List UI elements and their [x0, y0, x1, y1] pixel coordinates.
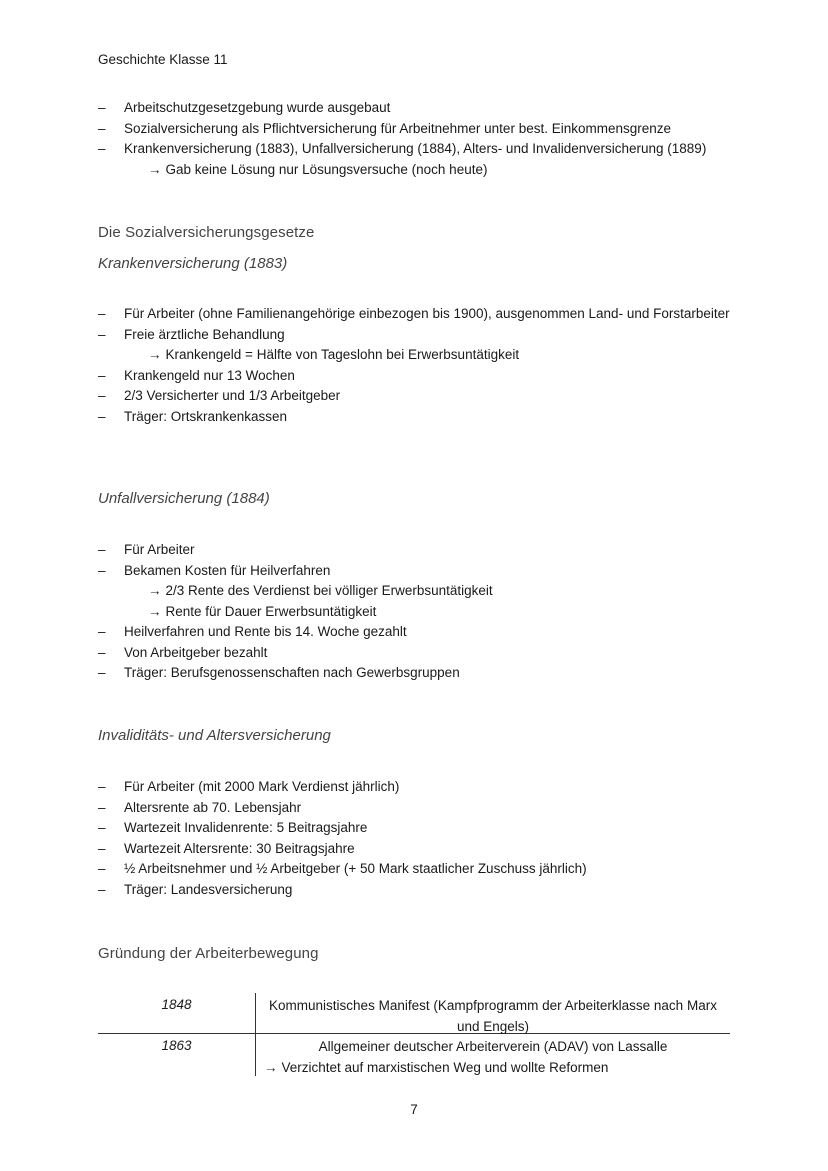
arrow-icon: →	[148, 583, 162, 598]
list-subitem: → 2/3 Rente des Verdienst bei völliger Erwerbsuntätigkeit	[148, 583, 493, 598]
list-subitem: → Rente für Dauer Erwerbsuntätigkeit	[148, 603, 377, 619]
arrow-icon: →	[148, 603, 162, 619]
list-item: – Träger: Ortskrankenkassen	[98, 408, 288, 424]
intro-list	[98, 98, 730, 180]
list-item: – Krankenversicherung (1883), Unfallversicherung (1884), Alters- und Invalidenversicherung (1889)	[98, 141, 707, 156]
list-item: – Bekamen Kosten für Heilverfahren	[98, 562, 331, 578]
list-item: – Wartezeit Altersrente: 30 Beitragsjahre	[98, 840, 355, 856]
list-item: – Träger: Landesversicherung	[98, 881, 293, 897]
list-item: – Sozialversicherung als Pflichtversicherung für Arbeitnehmer unter best. Einkommensgrenze	[98, 120, 672, 136]
list-item: – Träger: Berufsgenossenschaften nach Gewerbsgruppen	[98, 665, 460, 680]
list-item: – Altersrente ab 70. Lebensjahr	[98, 799, 302, 815]
invalid-title: Invaliditäts- und Altersversicherung	[98, 727, 331, 744]
table-row	[98, 993, 730, 1034]
arrow-icon: →	[148, 161, 162, 177]
invalid-list	[98, 777, 730, 900]
list-item: – 2/3 Versicherter und 1/3 Arbeitgeber	[98, 388, 341, 403]
list-item: – Wartezeit Invalidenrente: 5 Beitragsjahre	[98, 820, 368, 835]
year-cell: 1863	[161, 1038, 192, 1053]
page-header: Geschichte Klasse 11	[98, 52, 228, 67]
list-item: – Für Arbeiter	[98, 542, 195, 557]
arrow-icon: →	[148, 347, 162, 362]
unfall-title: Unfallversicherung (1884)	[98, 490, 270, 507]
page-number: 7	[410, 1102, 418, 1117]
year-cell: 1848	[161, 997, 192, 1012]
list-item: – Krankengeld nur 13 Wochen	[98, 367, 295, 383]
table-row	[98, 1034, 730, 1076]
list-item: – Freie ärztliche Behandlung	[98, 326, 285, 342]
list-subitem: → Gab keine Lösung nur Lösungsversuche (noch heute)	[148, 161, 488, 177]
list-item: – Von Arbeitgeber bezahlt	[98, 644, 268, 660]
event-cell: Allgemeiner deutscher Arbeiterverein (ADAV) von Lassalle → Verzichtet auf marxistischen Weg und wollte Reformen	[255, 1034, 730, 1076]
section-title: Die Sozialversicherungsgesetze	[98, 224, 315, 241]
kranken-title: Krankenversicherung (1883)	[98, 255, 288, 272]
list-item: – Heilverfahren und Rente bis 14. Woche gezahlt	[98, 624, 407, 639]
list-item: – ½ Arbeitsnehmer und ½ Arbeitgeber (+ 50 Mark staatlicher Zuschuss jährlich)	[98, 861, 587, 876]
event-cell: Kommunistisches Manifest (Kampfprogramm der Arbeiterklasse nach Marx und Engels)	[255, 993, 730, 1033]
arrow-icon: →	[264, 1059, 278, 1075]
list-subitem: → Krankengeld = Hälfte von Tageslohn bei Erwerbsuntätigkeit	[148, 347, 520, 362]
bewegung-title: Gründung der Arbeiterbewegung	[98, 945, 319, 962]
list-item: – Für Arbeiter (ohne Familienangehörige einbezogen bis 1900), ausgenommen Land- und Forstarbeiter	[98, 306, 730, 321]
unfall-list	[98, 540, 730, 684]
list-item: – Für Arbeiter (mit 2000 Mark Verdienst jährlich)	[98, 779, 400, 794]
list-item: – Arbeitschutzgesetzgebung wurde ausgebaut	[98, 100, 391, 115]
kranken-list	[98, 304, 730, 427]
timeline-table	[98, 993, 730, 1076]
